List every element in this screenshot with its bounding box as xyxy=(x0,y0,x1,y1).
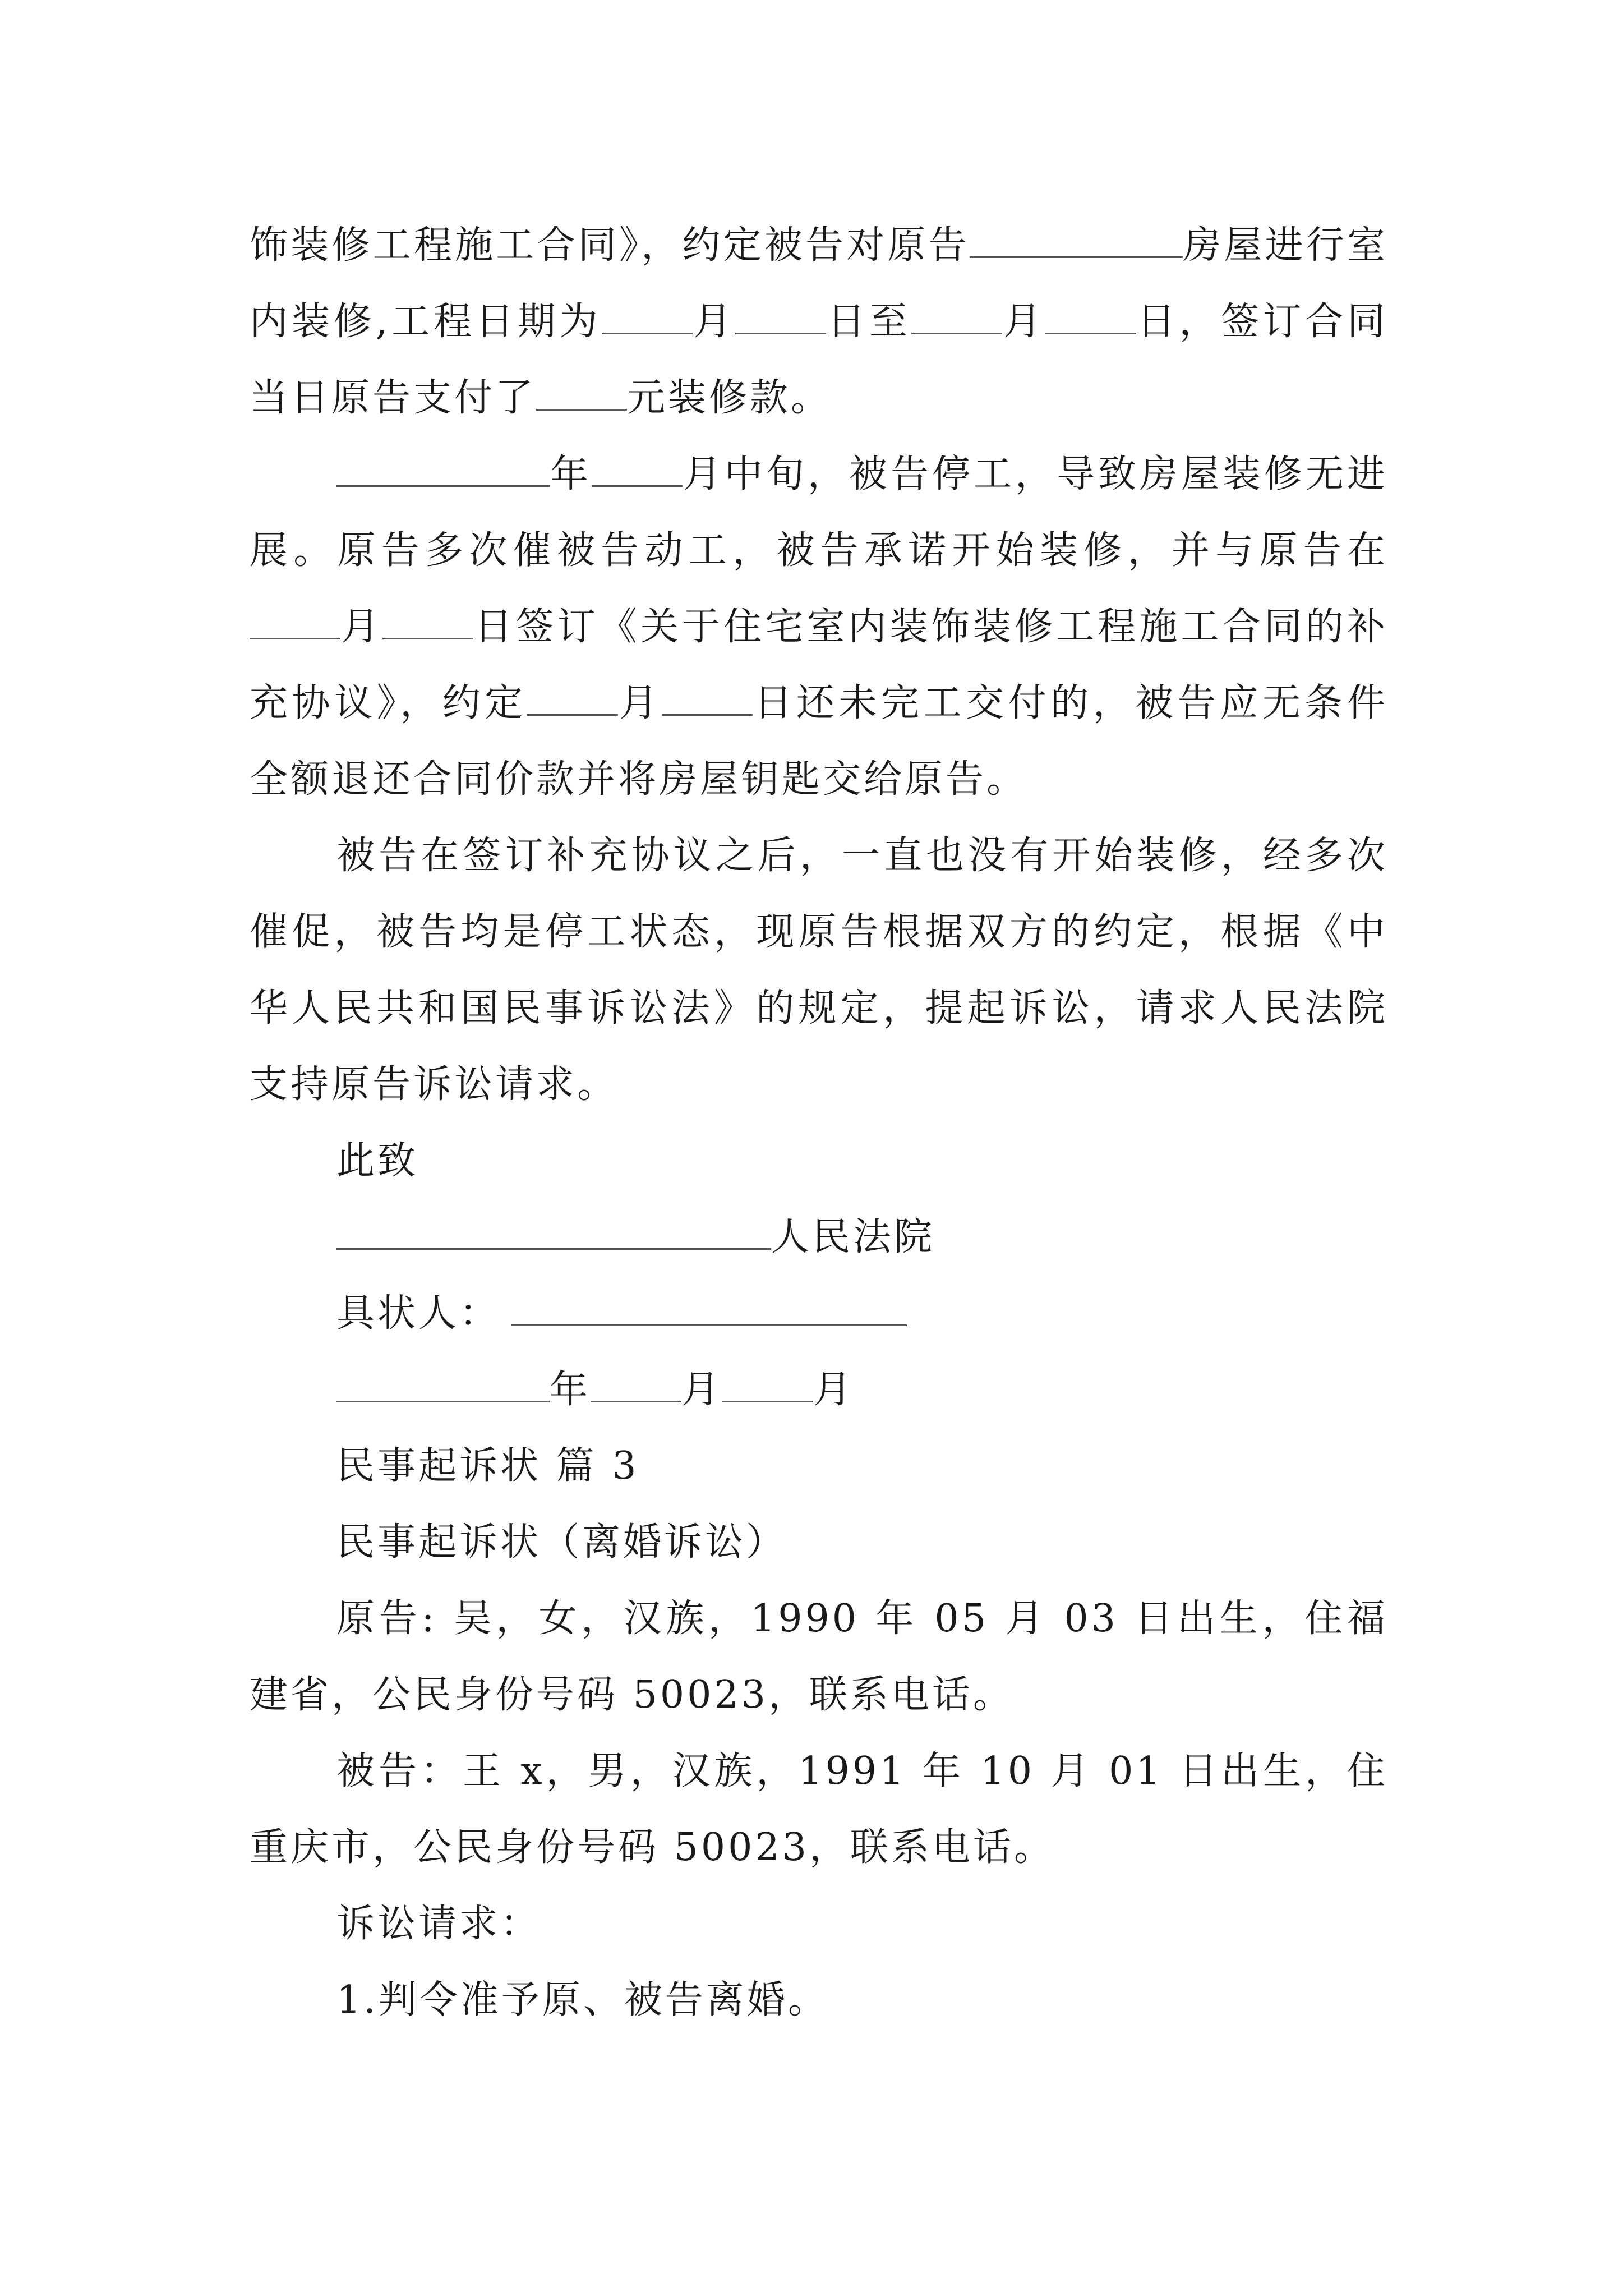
plaintiff-info: 原告: 吴，女，汉族，1990 年 05 月 03 日出生，住福建省，公民身份号码 50023，联系电话。 xyxy=(250,1596,1388,1717)
blank-field xyxy=(735,303,826,334)
court-line xyxy=(250,1199,1388,1276)
text-segment: 日，签订合同当日原告支付了 xyxy=(250,300,1388,420)
blank-field xyxy=(970,227,1183,258)
blank-field xyxy=(911,303,1002,334)
salutation: 此致 xyxy=(336,1139,419,1183)
text-segment: 月中旬，被告停工，导致房屋装修无进展。原告多次催被告动工，被告承诺开始装修，并与原告在 xyxy=(250,452,1388,573)
text-segment: 月 xyxy=(617,681,662,725)
document-body xyxy=(250,208,1388,2039)
claim-item-1: 1.判令准予原、被告离婚。 xyxy=(336,1978,829,2022)
blank-field xyxy=(722,1372,813,1402)
text-segment: 月 xyxy=(1002,300,1045,344)
text-segment: 元装修款。 xyxy=(627,376,832,420)
date-month-label: 月 xyxy=(681,1368,723,1412)
text-segment: 饰装修工程施工合同》，约定被告对原告 xyxy=(250,223,970,268)
paragraph-contract xyxy=(250,208,1388,436)
section-title: 民事起诉状 篇 3 xyxy=(336,1444,639,1488)
document-subtitle: 民事起诉状（离婚诉讼） xyxy=(336,1520,787,1565)
text-segment: 日签订《关于住宅室内装饰装修工程施工合同的补充协议》，约定 xyxy=(250,605,1388,725)
blank-field xyxy=(382,609,473,639)
blank-field xyxy=(527,685,618,716)
blank-field xyxy=(1045,303,1136,334)
paragraph-lawsuit: 被告在签订补充协议之后，一直也没有开始装修，经多次催促，被告均是停工状态，现原告根据双方的约定，根据《中华人民共和国民事诉讼法》的规定，提起诉讼，请求人民法院支持原告诉讼请求。 xyxy=(250,834,1388,1107)
defendant-info: 被告：王 x，男，汉族，1991 年 10 月 01 日出生，住重庆市，公民身份号码 50023，联系电话。 xyxy=(250,1749,1388,1870)
text-segment: 月 xyxy=(692,300,736,344)
date-year-label: 年 xyxy=(550,1368,591,1412)
text-segment: 月 xyxy=(340,605,383,649)
blank-field xyxy=(536,380,627,411)
date-day-label: 月 xyxy=(813,1368,855,1412)
signer-label: 具状人： xyxy=(336,1291,501,1336)
signer-line xyxy=(250,1276,1388,1352)
blank-field xyxy=(602,303,693,334)
blank-field xyxy=(250,609,340,639)
date-line xyxy=(250,1352,1388,1428)
court-suffix: 人民法院 xyxy=(771,1215,935,1259)
blank-field xyxy=(511,1295,907,1326)
text-segment: 日至 xyxy=(826,300,911,344)
text-segment: 年 xyxy=(550,452,592,496)
blank-field xyxy=(336,1372,550,1402)
text-segment: 日还未完工交付的，被告应无条件全额退还合同价款并将房屋钥匙交给原告。 xyxy=(250,681,1388,802)
blank-field xyxy=(591,1372,681,1402)
claims-label: 诉讼请求： xyxy=(336,1902,542,1946)
blank-field xyxy=(336,456,550,487)
blank-field xyxy=(662,685,753,716)
blank-field xyxy=(592,456,683,487)
text-segment: 房屋进行室内装修,工程日期为 xyxy=(250,223,1388,344)
paragraph-work-stoppage xyxy=(250,436,1388,818)
blank-field xyxy=(336,1219,771,1250)
